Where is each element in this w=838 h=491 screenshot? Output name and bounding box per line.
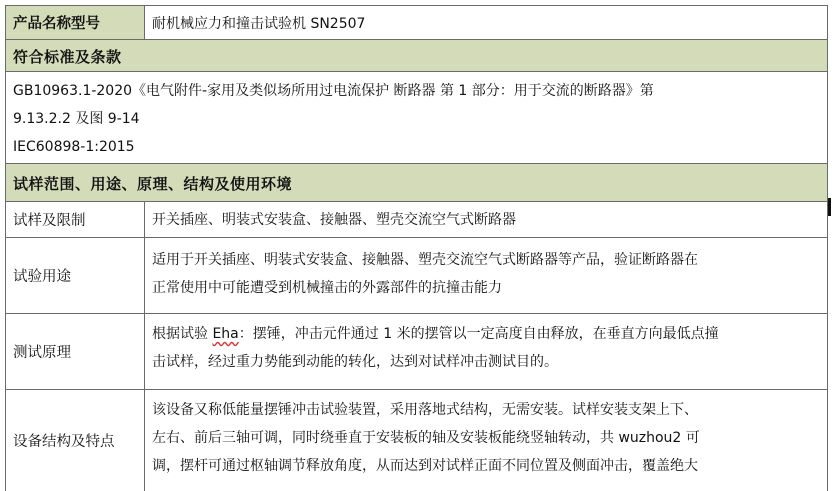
standards-text xyxy=(13,77,821,161)
purpose-row xyxy=(5,238,828,314)
standards-header: 符合标准及条款 xyxy=(13,48,122,66)
principle-row xyxy=(5,314,828,390)
scope-header-row xyxy=(5,164,828,202)
standards-header-row xyxy=(5,40,828,72)
principle-line-1 xyxy=(152,320,821,348)
standards-line: IEC60898-1:2015 xyxy=(13,139,135,155)
scope-header: 试样范围、用途、原理、结构及使用环境 xyxy=(13,175,293,193)
product-value: 耐机械应力和撞击试验机 SN2507 xyxy=(152,16,366,32)
principle-text: 根据试验 xyxy=(152,326,213,342)
standards-row xyxy=(5,72,828,164)
structure-line: 该设备又称低能量摆锤冲击试验装置，采用落地式结构，无需安装。试样安装支架上下、 xyxy=(152,402,698,418)
product-row xyxy=(5,5,828,40)
structure-line: 左右、前后三轴可调，同时绕垂直于安装板的轴及安装板能绕竖轴转动，共 wuzhou2 可 xyxy=(152,430,700,446)
principle-value xyxy=(152,320,821,376)
test-code-term: Eha xyxy=(212,326,239,342)
samples-line: 开关插座、明装式安装盒、接触器、塑壳交流空气式断路器 xyxy=(152,212,516,228)
standards-line: 9.13.2.2 及图 9-14 xyxy=(13,111,140,127)
principle-label: 测试原理 xyxy=(6,314,145,389)
standards-line: GB10963.1-2020《电气附件-家用及类似场所用过电流保护 断路器 第 1 部分：用于交流的断路器》第 xyxy=(13,83,654,99)
principle-line-2: 击试样，经过重力势能到动能的转化，达到对试样冲击测试目的。 xyxy=(152,354,558,370)
principle-text: ：摆锤，冲击元件通过 1 米的摆管以一定高度自由释放，在垂直方向最低点撞 xyxy=(238,326,719,342)
purpose-label: 试验用途 xyxy=(6,238,145,313)
samples-value xyxy=(152,206,821,234)
purpose-line: 正常使用中可能遭受到机械撞击的外露部件的抗撞击能力 xyxy=(152,280,502,296)
purpose-line: 适用于开关插座、明装式安装盒、接触器、塑壳交流空气式断路器等产品，验证断路器在 xyxy=(152,252,698,268)
text-cursor-mark xyxy=(828,198,831,216)
purpose-value xyxy=(152,246,821,302)
structure-row xyxy=(5,390,828,491)
samples-row xyxy=(5,202,828,238)
structure-line: 调，摆杆可通过枢轴调节释放角度，从而达到对试样正面不同位置及侧面冲击，覆盖绝大 xyxy=(152,458,698,474)
structure-value xyxy=(152,396,821,480)
samples-label: 试样及限制 xyxy=(6,202,145,237)
structure-label: 设备结构及特点 xyxy=(6,390,145,491)
product-label: 产品名称型号 xyxy=(6,6,145,39)
